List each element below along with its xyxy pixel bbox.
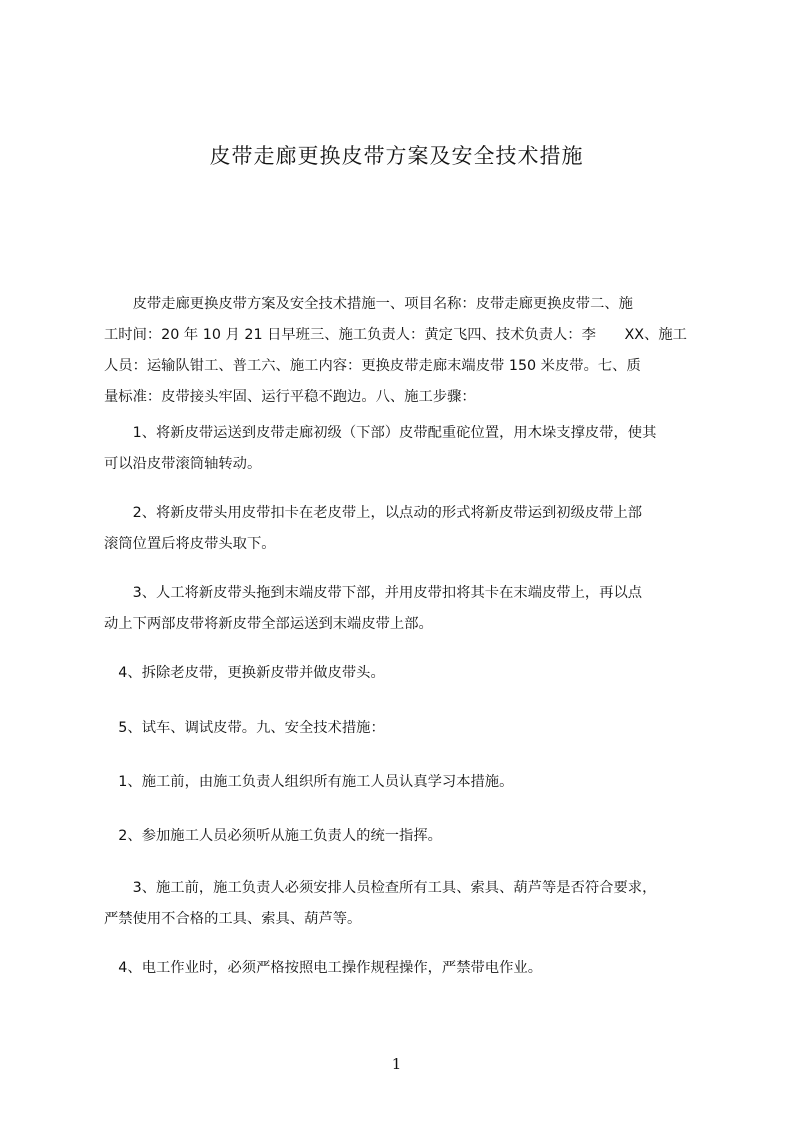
text-line: 人员：运输队钳工、普工六、施工内容：更换皮带走廊末端皮带 150 米皮带。七、质 [104,358,641,374]
document-title: 皮带走廊更换皮带方案及安全技术措施 [209,144,584,168]
text-line: 2、参加施工人员必须听从施工负责人的统一指挥。 [104,828,442,844]
text-line: 5、试车、调试皮带。九、安全技术措施： [104,720,385,736]
step-3-paragraph [104,578,708,640]
text-line: 严禁使用不合格的工具、索具、葫芦等。 [104,911,362,927]
text-line: 1、施工前，由施工负责人组织所有施工人员认真学习本措施。 [104,774,514,790]
page-number: 1 [391,1055,402,1073]
safety-1-paragraph [104,767,708,798]
safety-4-paragraph [104,953,708,984]
text-line: 工时间：20 年 10 月 21 日早班三、施工负责人：黄定飞四、技术负责人：李 XX、施工 [104,327,687,343]
text-line: 2、将新皮带头用皮带扣卡在老皮带上，以点动的形式将新皮带运到初级皮带上部 [104,505,643,521]
text-line: 皮带走廊更换皮带方案及安全技术措施一、项目名称：皮带走廊更换皮带二、施 [104,296,633,312]
text-line: 可以沿皮带滚筒轴转动。 [104,456,262,472]
step-4-paragraph [104,658,708,689]
step-2-paragraph [104,498,708,560]
text-line: 量标准：皮带接头牢固、运行平稳不跑边。八、施工步骤： [104,389,476,405]
step-1-paragraph [104,418,708,480]
safety-3-paragraph [104,873,708,935]
step-5-paragraph [104,713,708,744]
text-line: 3、人工将新皮带头拖到末端皮带下部，并用皮带扣将其卡在末端皮带上，再以点 [104,585,643,601]
text-line: 4、电工作业时，必须严格按照电工操作规程操作，严禁带电作业。 [104,960,542,976]
text-line: 1、将新皮带运送到皮带走廊初级（下部）皮带配重砣位置，用木垛支撑皮带，使其 [104,425,657,441]
intro-paragraph [104,289,708,413]
text-line: 3、施工前，施工负责人必须安排人员检查所有工具、索具、葫芦等是否符合要求， [104,880,657,896]
text-line: 滚筒位置后将皮带头取下。 [104,536,276,552]
safety-2-paragraph [104,821,708,852]
text-line: 4、拆除老皮带，更换新皮带并做皮带头。 [104,665,385,681]
text-line: 动上下两部皮带将新皮带全部运送到末端皮带上部。 [104,616,433,632]
